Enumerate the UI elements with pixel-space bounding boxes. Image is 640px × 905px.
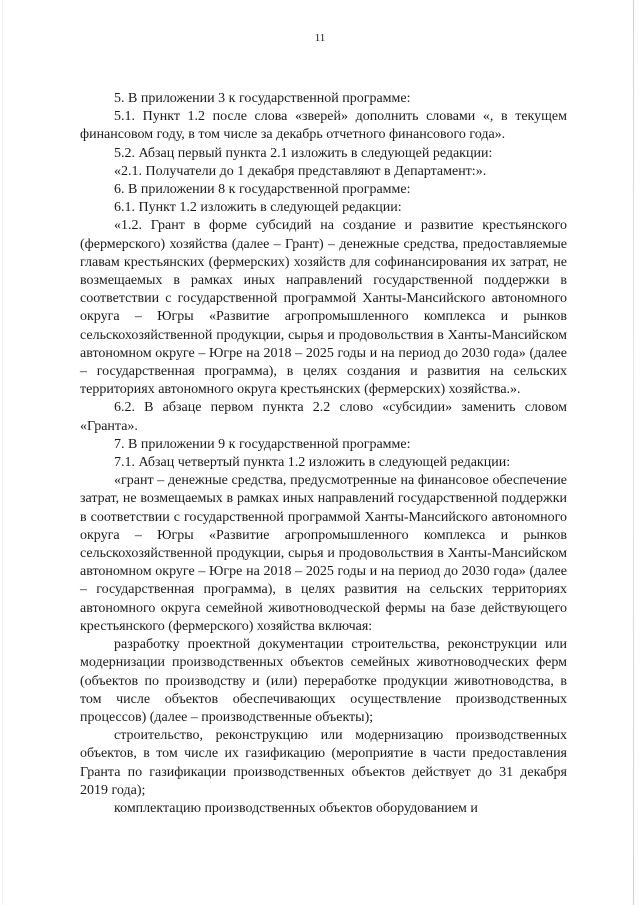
paragraph-6-1: 6.1. Пункт 1.2 изложить в следующей редакции: [114,200,402,216]
paragraph-construction: строительство, реконструкцию или модернизацию производственных объектов, в том числе их газификацию (мероприятие в части предоставления Гранта по газификации производственных объектов действует до 31 декабря 2019 года); [80,728,567,798]
paragraph-7-1: 7.1. Абзац четвертый пункта 1.2 изложить в следующей редакции: [114,455,511,471]
paragraph-grant-definition: «грант – денежные средства, предусмотренные на финансовое обеспечение затрат, не возмещаемых в рамках иных направлений государственной поддержки в соответствии с государственной программой Ханты-Мансийского автономного округа – Югры «Развитие агропромышленного комплекса и рынков сельскохозяйственной продукции, сырья и продовольствия в Ханты-Мансийском автономном округе – Югре на 2018 – 2025 годы и на период до 2030 года» (далее – государственная программа), в целях развития на сельских территориях автономного округа семейной животноводческой фермы на базе действующего крестьянского (фермерского) хозяйства включая: [80,473,567,634]
page-number: 11 [314,32,326,44]
paragraph-section-5: 5. В приложении 3 к государственной программе: [114,91,411,106]
paragraph-equipment: комплектацию производственных объектов оборудованием и [114,800,478,816]
paragraph-5-1: 5.1. Пункт 1.2 после слова «зверей» дополнить словами «, в текущем финансовом году, в том числе за декабрь отчетного финансового года». [80,109,567,143]
scan-edge-right [633,0,634,905]
paragraph-5-2: 5.2. Абзац первый пункта 2.1 изложить в следующей редакции: [114,145,493,161]
paragraph-6-2: 6.2. В абзаце первом пункта 2.2 слово «субсидии» заменить словом «Гранта». [80,400,567,434]
document-body [80,90,567,818]
paragraph-2-1-quote: «2.1. Получатели до 1 декабря представляют в Департамент:». [114,163,487,179]
paragraph-section-6: 6. В приложении 8 к государственной программе: [114,182,411,198]
paragraph-1-2-grant-quote: «1.2. Грант в форме субсидий на создание и развитие крестьянского (фермерского) хозяйства (далее – Грант) – денежные средства, предоставляемые главам крестьянских (фермерских) хозяйств для софинансирования их затрат, не возмещаемых в рамках иных направлений государственной поддержки в соответствии с государственной программой Ханты-Мансийского автономного округа – Югры «Развитие агропромышленного комплекса и рынков сельскохозяйственной продукции, сырья и продовольствия в Ханты-Мансийском автономном округе – Югре на 2018 – 2025 годы и на период до 2030 года» (далее – государственная программа), в целях создания и развития на сельских территориях автономного округа крестьянских (фермерских) хозяйства.». [80,218,567,398]
paragraph-section-7: 7. В приложении 9 к государственной программе: [114,436,411,452]
scan-edge-left [2,0,3,905]
paragraph-project-documentation: разработку проектной документации строительства, реконструкции или модернизации производственных объектов семейных животноводческих ферм (объектов по производству и (или) переработке продукции животноводства, в том числе объектов обеспечивающих осуществление производственных процессов) (далее – производственные объекты); [80,637,567,725]
